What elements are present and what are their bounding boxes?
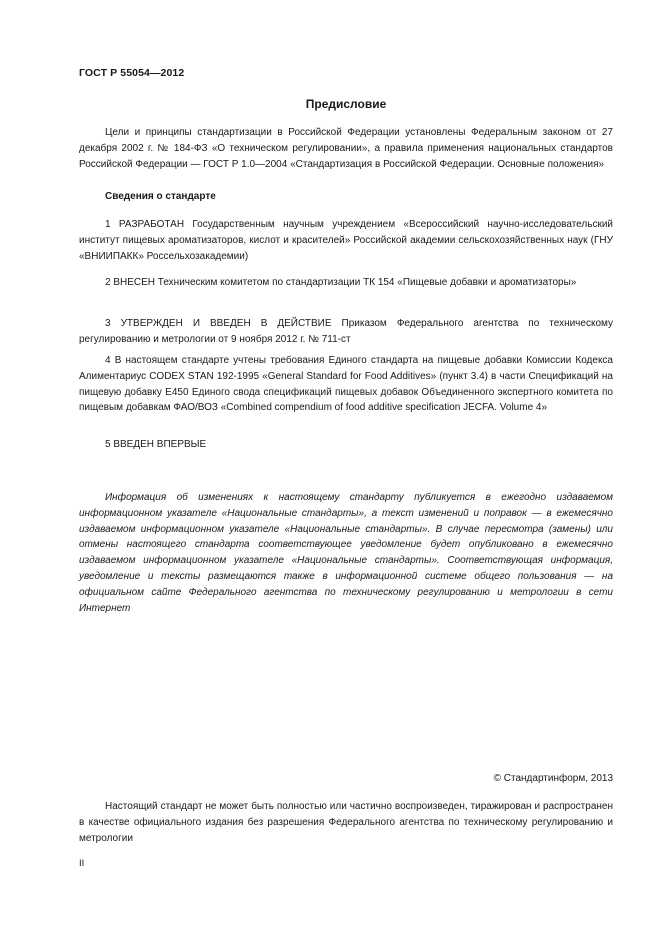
copyright: © Стандартинформ, 2013	[493, 773, 613, 784]
info-heading: Сведения о стандарте	[105, 191, 216, 202]
info-item-4: 4 В настоящем стандарте учтены требования Единого стандарта на пищевые добавки Комиссии Кодекса Алиментариус CODEX STAN 192-1995 «General Standard for Food Additives» (пункт 3.4) в части Спецификаций на пищевую добавку Е450 Единого свода спецификаций пищевых добавок Объединенного экспертного комитета по пищевым добавкам ФАО/ВОЗ «Combined compendium of food additive specification JECFA. Volume 4»	[79, 355, 613, 414]
info-item-2: 2 ВНЕСЕН Техническим комитетом по стандартизации ТК 154 «Пищевые добавки и ароматизаторы»	[105, 277, 577, 288]
standard-code: ГОСТ Р 55054—2012	[79, 67, 185, 79]
info-item-1: 1 РАЗРАБОТАН Государственным научным учреждением «Всероссийский научно-исследовательский институт пищевых ароматизаторов, кислот и красителей» Российской академии сельскохозяйственных наук (ГНУ «ВНИИПАКК» Россельхозакадемии)	[79, 219, 613, 262]
info-item-5: 5 ВВЕДЕН ВПЕРВЫЕ	[105, 439, 207, 450]
amendments-notice: Информация об изменениях к настоящему стандарту публикуется в ежегодно издаваемом информационном указателе «Национальные стандарты», а текст изменений и поправок — в ежемесячно издаваемом информационном указателе «Национальные стандарты». В случае пересмотра (замены) или отмены настоящего стандарта соответствующее уведомление будет опубликовано в ежемесячно издаваемом информационном указателе «Национальные стандарты». Соответствующая информация, уведомление и тексты размещаются также в информационной системе общего пользования — на официальном сайте Федерального агентства по техническому регулированию и метрологии в сети Интернет	[79, 492, 613, 614]
preface-title: Предисловие	[305, 97, 387, 111]
rights-notice: Настоящий стандарт не может быть полностью или частично воспроизведен, тиражирован и распространен в качестве официального издания без разрешения Федерального агентства по техническому регулированию и метрологии	[79, 801, 613, 844]
preface-intro: Цели и принципы стандартизации в Российской Федерации установлены Федеральным законом от 27 декабря 2002 г. № 184-ФЗ «О техническом регулировании», а правила применения национальных стандартов Российской Федерации — ГОСТ Р 1.0—2004 «Стандартизация в Российской Федерации. Основные положения»	[79, 127, 613, 170]
page-number: II	[79, 858, 85, 869]
info-item-3: 3 УТВЕРЖДЕН И ВВЕДЕН В ДЕЙСТВИЕ Приказом Федерального агентства по техническому регулированию и метрологии от 9 ноября 2012 г. № 711-ст	[79, 318, 613, 345]
